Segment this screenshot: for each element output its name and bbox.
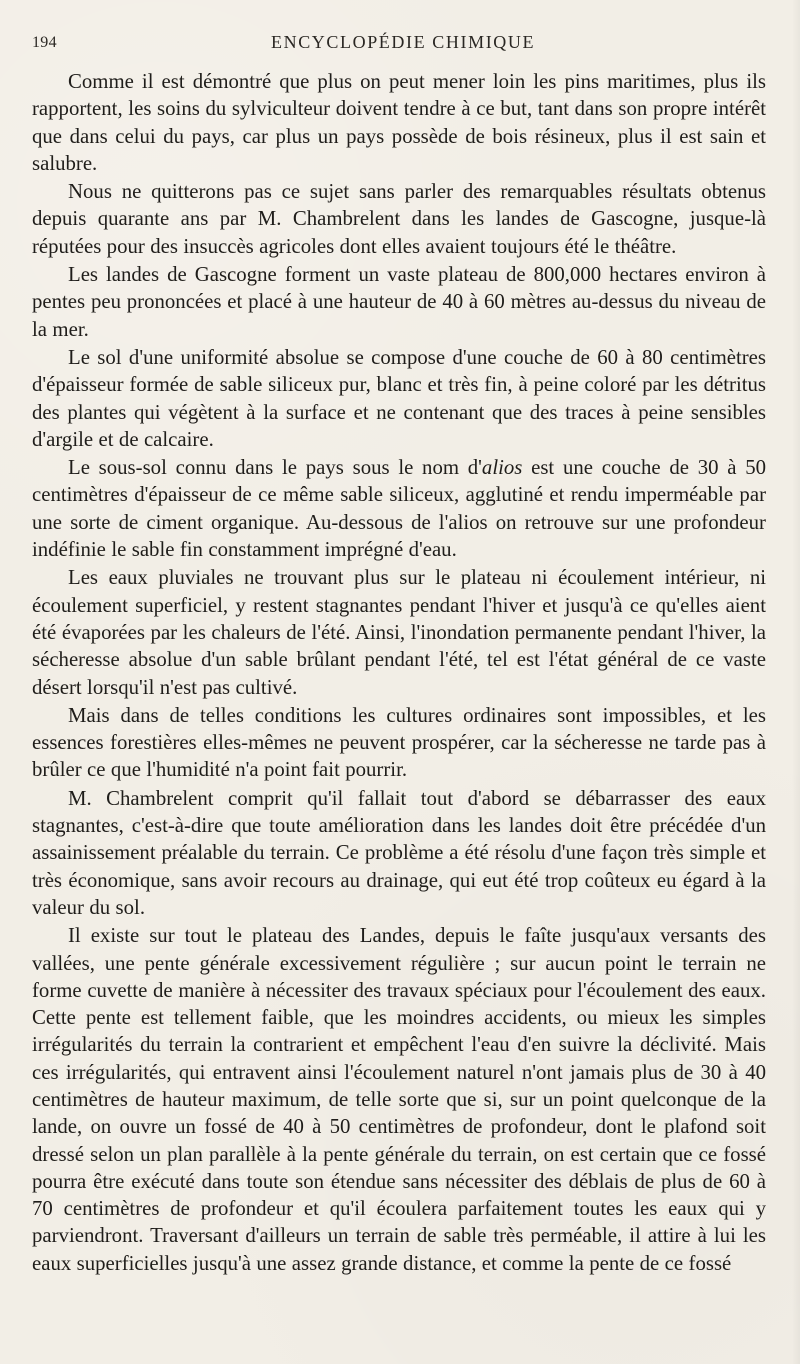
paragraph-rain-water: Les eaux pluviales ne trouvant plus sur le plateau ni écoulement intérieur, ni écoulement superficiel, y restent stagnantes pendant l'hiver et jusqu'à ce qu'elles aient été évaporées par les chaleurs de l'été. Ainsi, l'inondation permanente pendant l'hiver, la sécheresse absolue d'un sable brûlant pendant l'été, tel est l'état général de ce vaste désert lorsqu'il n'est pas cultivé. xyxy=(32,566,766,699)
paragraph-cultures: Mais dans de telles conditions les cultures ordinaires sont impossibles, et les essences forestières elles-mêmes ne peuvent prospérer, car la sécheresse ne tarde pas à brûler ce que l'humidité n'a point fait pourrir. xyxy=(32,703,766,782)
page-number: 194 xyxy=(32,34,57,51)
paragraph-alios-before: Le sous-sol connu dans le pays sous le nom d' xyxy=(68,456,482,480)
paragraph-landes-plateau: Les landes de Gascogne forment un vaste plateau de 800,000 hectares environ à pentes peu prononcées et placé à une hauteur de 40 à 60 mètres au-dessus du niveau de la mer. xyxy=(32,263,766,341)
paragraph-sanitation: M. Chambrelent comprit qu'il fallait tout d'abord se débarrasser des eaux stagnantes, c'est-à-dire que toute amélioration dans les landes doit être précédée d'un assainissement préalable du terrain. Ce problème a été résolu d'une façon très simple et très économique, sans avoir recours au drainage, qui eut été trop coûteux eu égard à la valeur du sol. xyxy=(32,786,766,919)
paragraph-chambrelent-results: Nous ne quitterons pas ce sujet sans parler des remarquables résultats obtenus depuis quarante ans par M. Chambrelent dans les landes de Gascogne, jusque-là réputées pour des insuccès agricoles dont elles avaient toujours été le théâtre. xyxy=(32,180,766,258)
page-text xyxy=(32,68,766,1277)
running-head: ENCYCLOPÉDIE CHIMIQUE xyxy=(271,32,536,52)
paragraph-alios xyxy=(32,454,766,563)
paragraph-alios-after: est une couche de 30 à 50 centimètres d'épaisseur de ce même sable siliceux, agglutiné et rendu imperméable par une sorte de ciment organique. Au-dessous de l'alios on retrouve sur une profondeur indéfinie le sable fin constamment imprégné d'eau. xyxy=(32,456,766,562)
page-edge-shadow xyxy=(792,0,800,1364)
paragraph-pins-maritimes: Comme il est démontré que plus on peut mener loin les pins maritimes, plus ils rapportent, les soins du sylviculteur doivent tendre à ce but, tant dans son propre intérêt que dans celui du pays, car plus un pays possède de bois résineux, plus il est sain et salubre. xyxy=(32,70,766,175)
paragraph-soil: Le sol d'une uniformité absolue se compose d'une couche de 60 à 80 centimètres d'épaisseur formée de sable siliceux pur, blanc et très fin, à peine coloré par les détritus des plantes qui végètent à la surface et ne contenant que des traces à peine sensibles d'argile et de calcaire. xyxy=(32,345,766,451)
page-header xyxy=(26,32,782,56)
alios-term: alios xyxy=(481,456,523,480)
paragraph-slope: Il existe sur tout le plateau des Landes, depuis le faîte jusqu'aux versants des vallées, une pente générale excessivement régulière ; sur aucun point le terrain ne forme cuvette de manière à nécessiter des travaux spéciaux pour l'écoulement des eaux. Cette pente est tellement faible, que les moindres accidents, ou mieux les simples irrégularités du terrain la contrarient et empêchent l'eau d'en suivre la déclivité. Mais ces irrégularités, qui entravent ainsi l'écoulement naturel n'ont jamais plus de 30 à 40 centimètres de hauteur maximum, de telle sorte que si, sur un point quelconque de la lande, on ouvre un fossé de 40 à 50 centimètres de profondeur, dont le plafond soit dressé selon un plan parallèle à la pente générale du terrain, on est certain que ce fossé pourra être exécuté dans toute son étendue sans nécessiter des déblais de plus de 60 à 70 centimètres de profondeur et qu'il écoulera parfaitement toutes les eaux qui y parviendront. Traversant d'ailleurs un terrain de sable très perméable, il attire à lui les eaux superficielles jusqu'à une assez grande distance, et comme la pente de ce fossé xyxy=(32,924,766,1275)
